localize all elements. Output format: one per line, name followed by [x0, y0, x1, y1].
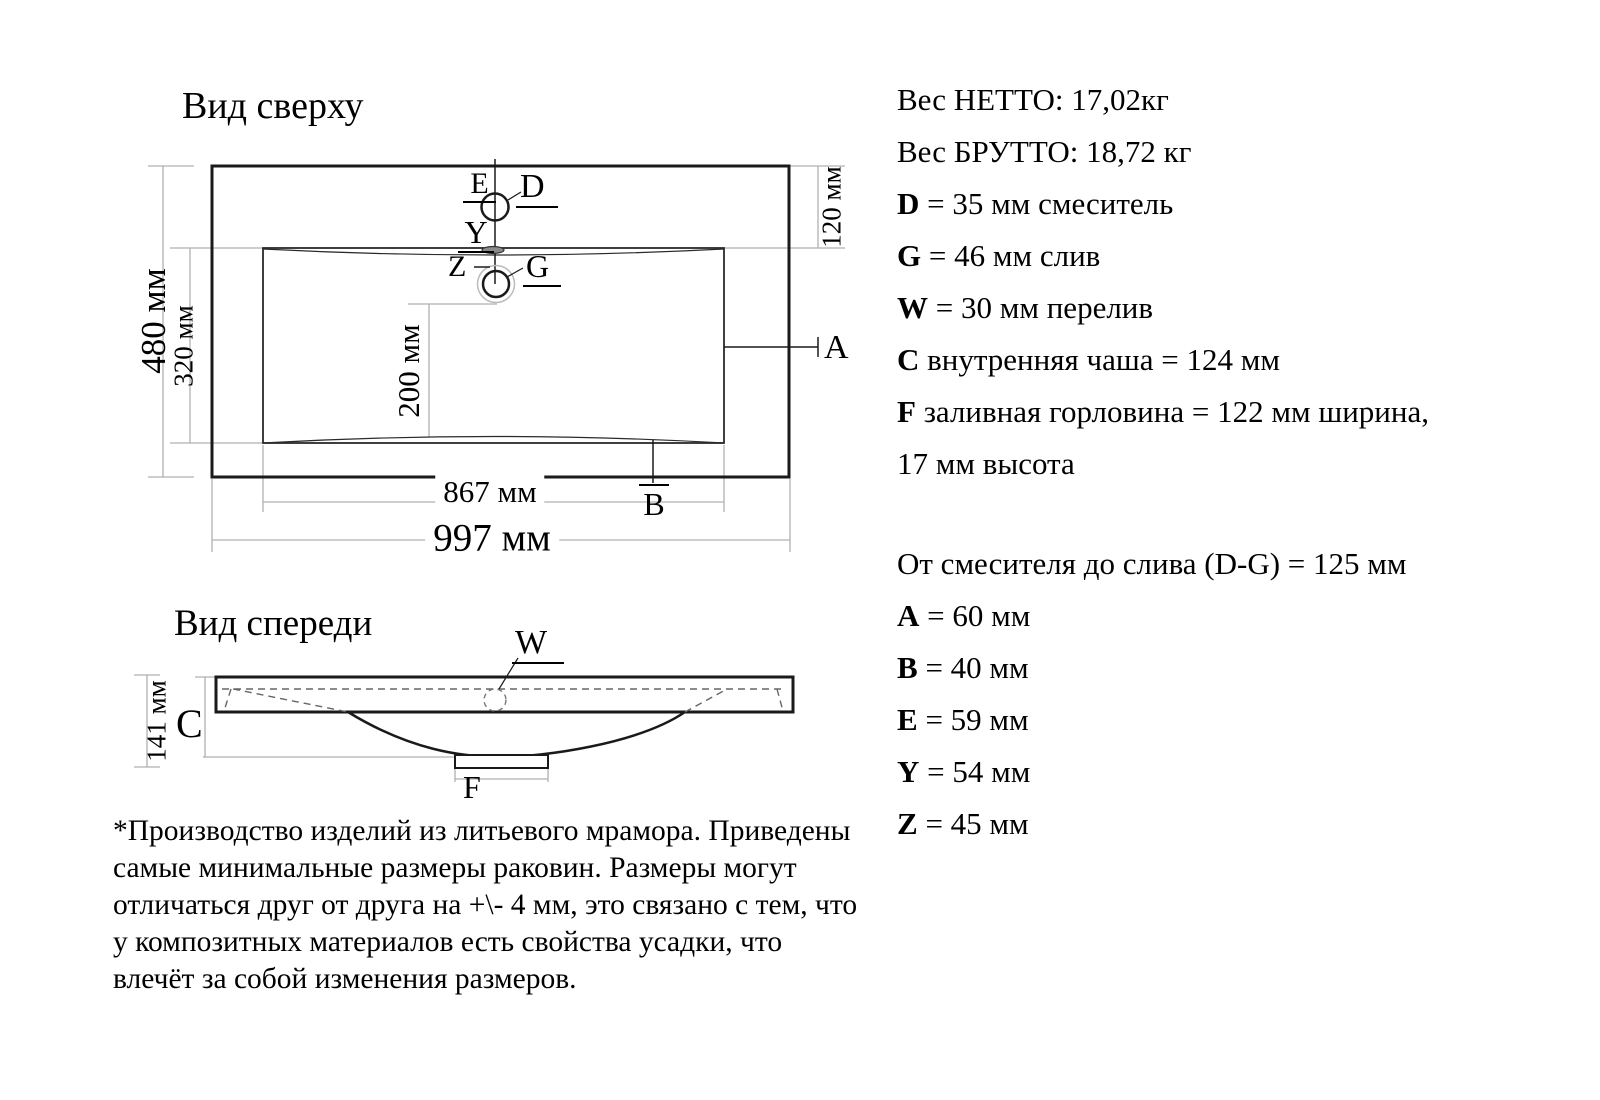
spec-z: Z = 45 мм [897, 806, 1029, 841]
callout-e: E [463, 167, 496, 203]
note-line: самые минимальные размеры раковин. Размеры могут [113, 852, 797, 884]
spec-w-overflow: W = 30 мм перелив [897, 290, 1154, 325]
bowl-profile-curve [348, 712, 685, 757]
callout-z: Z [448, 250, 467, 283]
bowl-bottom-curve [263, 437, 724, 444]
callout-b: B [639, 484, 669, 523]
production-note [113, 813, 857, 998]
spec-net-weight: Вес НЕТТО: 17,02кг [897, 82, 1169, 117]
spec-d-faucet: D = 35 мм смеситель [897, 186, 1174, 221]
spec-f-height: 17 мм высота [897, 446, 1075, 481]
sink-outer-rim [212, 166, 789, 477]
note-line: отличаться друг от друга на +\- 4 мм, это связано с тем, что [113, 889, 858, 921]
dim-label-320mm: 320 мм [168, 305, 199, 387]
callout-d: D [516, 168, 558, 208]
sink-inner-bowl [263, 248, 724, 443]
spec-f-filler-neck: F заливная горловина = 122 мм ширина, [897, 394, 1429, 429]
callout-a: A [824, 329, 849, 366]
dim-label-200mm: 200 мм [391, 324, 426, 418]
spec-c-inner-bowl: C внутренняя чаша = 124 мм [897, 342, 1280, 377]
callout-g: G [523, 248, 561, 287]
hidden-lines [222, 689, 786, 712]
leader-g [507, 268, 523, 277]
dim-label-480mm: 480 мм [134, 268, 173, 374]
sink-front-slab [216, 677, 793, 712]
spec-b: B = 40 мм [897, 650, 1029, 685]
hidden-bowl-wall-right [685, 689, 727, 712]
callout-c: C [176, 701, 203, 746]
overflow-hole-hidden [484, 689, 506, 711]
spec-dg-distance: От смесителя до слива (D-G) = 125 мм [897, 546, 1407, 581]
dim-label-997mm: 997 мм [425, 516, 559, 561]
spec-y: Y = 54 мм [897, 754, 1031, 789]
hidden-bowl-wall-left [233, 689, 348, 712]
note-line: влечёт за собой изменения размеров. [113, 963, 577, 995]
dim-label-141mm: 141 мм [141, 680, 172, 762]
spec-gross-weight: Вес БРУТТО: 18,72 кг [897, 134, 1192, 169]
note-line: *Производство изделий из литьевого мрамора. Приведены [113, 815, 851, 847]
drain-flange [455, 755, 548, 768]
top-view-title: Вид сверху [182, 85, 364, 127]
dim-label-120mm: 120 мм [816, 166, 847, 248]
callout-w: W [512, 624, 564, 664]
spec-g-drain: G = 46 мм слив [897, 238, 1101, 273]
front-view-drawing [134, 658, 793, 782]
dim-label-867mm: 867 мм [435, 474, 544, 510]
front-view-title: Вид спереди [174, 603, 373, 644]
callout-f: F [463, 769, 481, 805]
spec-a: A = 60 мм [897, 598, 1031, 633]
drain-hole-circle [483, 271, 509, 297]
specifications-list [897, 74, 1429, 850]
note-line: у композитных материалов есть свойства усадки, что [113, 926, 783, 958]
spec-e: E = 59 мм [897, 702, 1029, 737]
callout-y: Y [458, 214, 494, 253]
